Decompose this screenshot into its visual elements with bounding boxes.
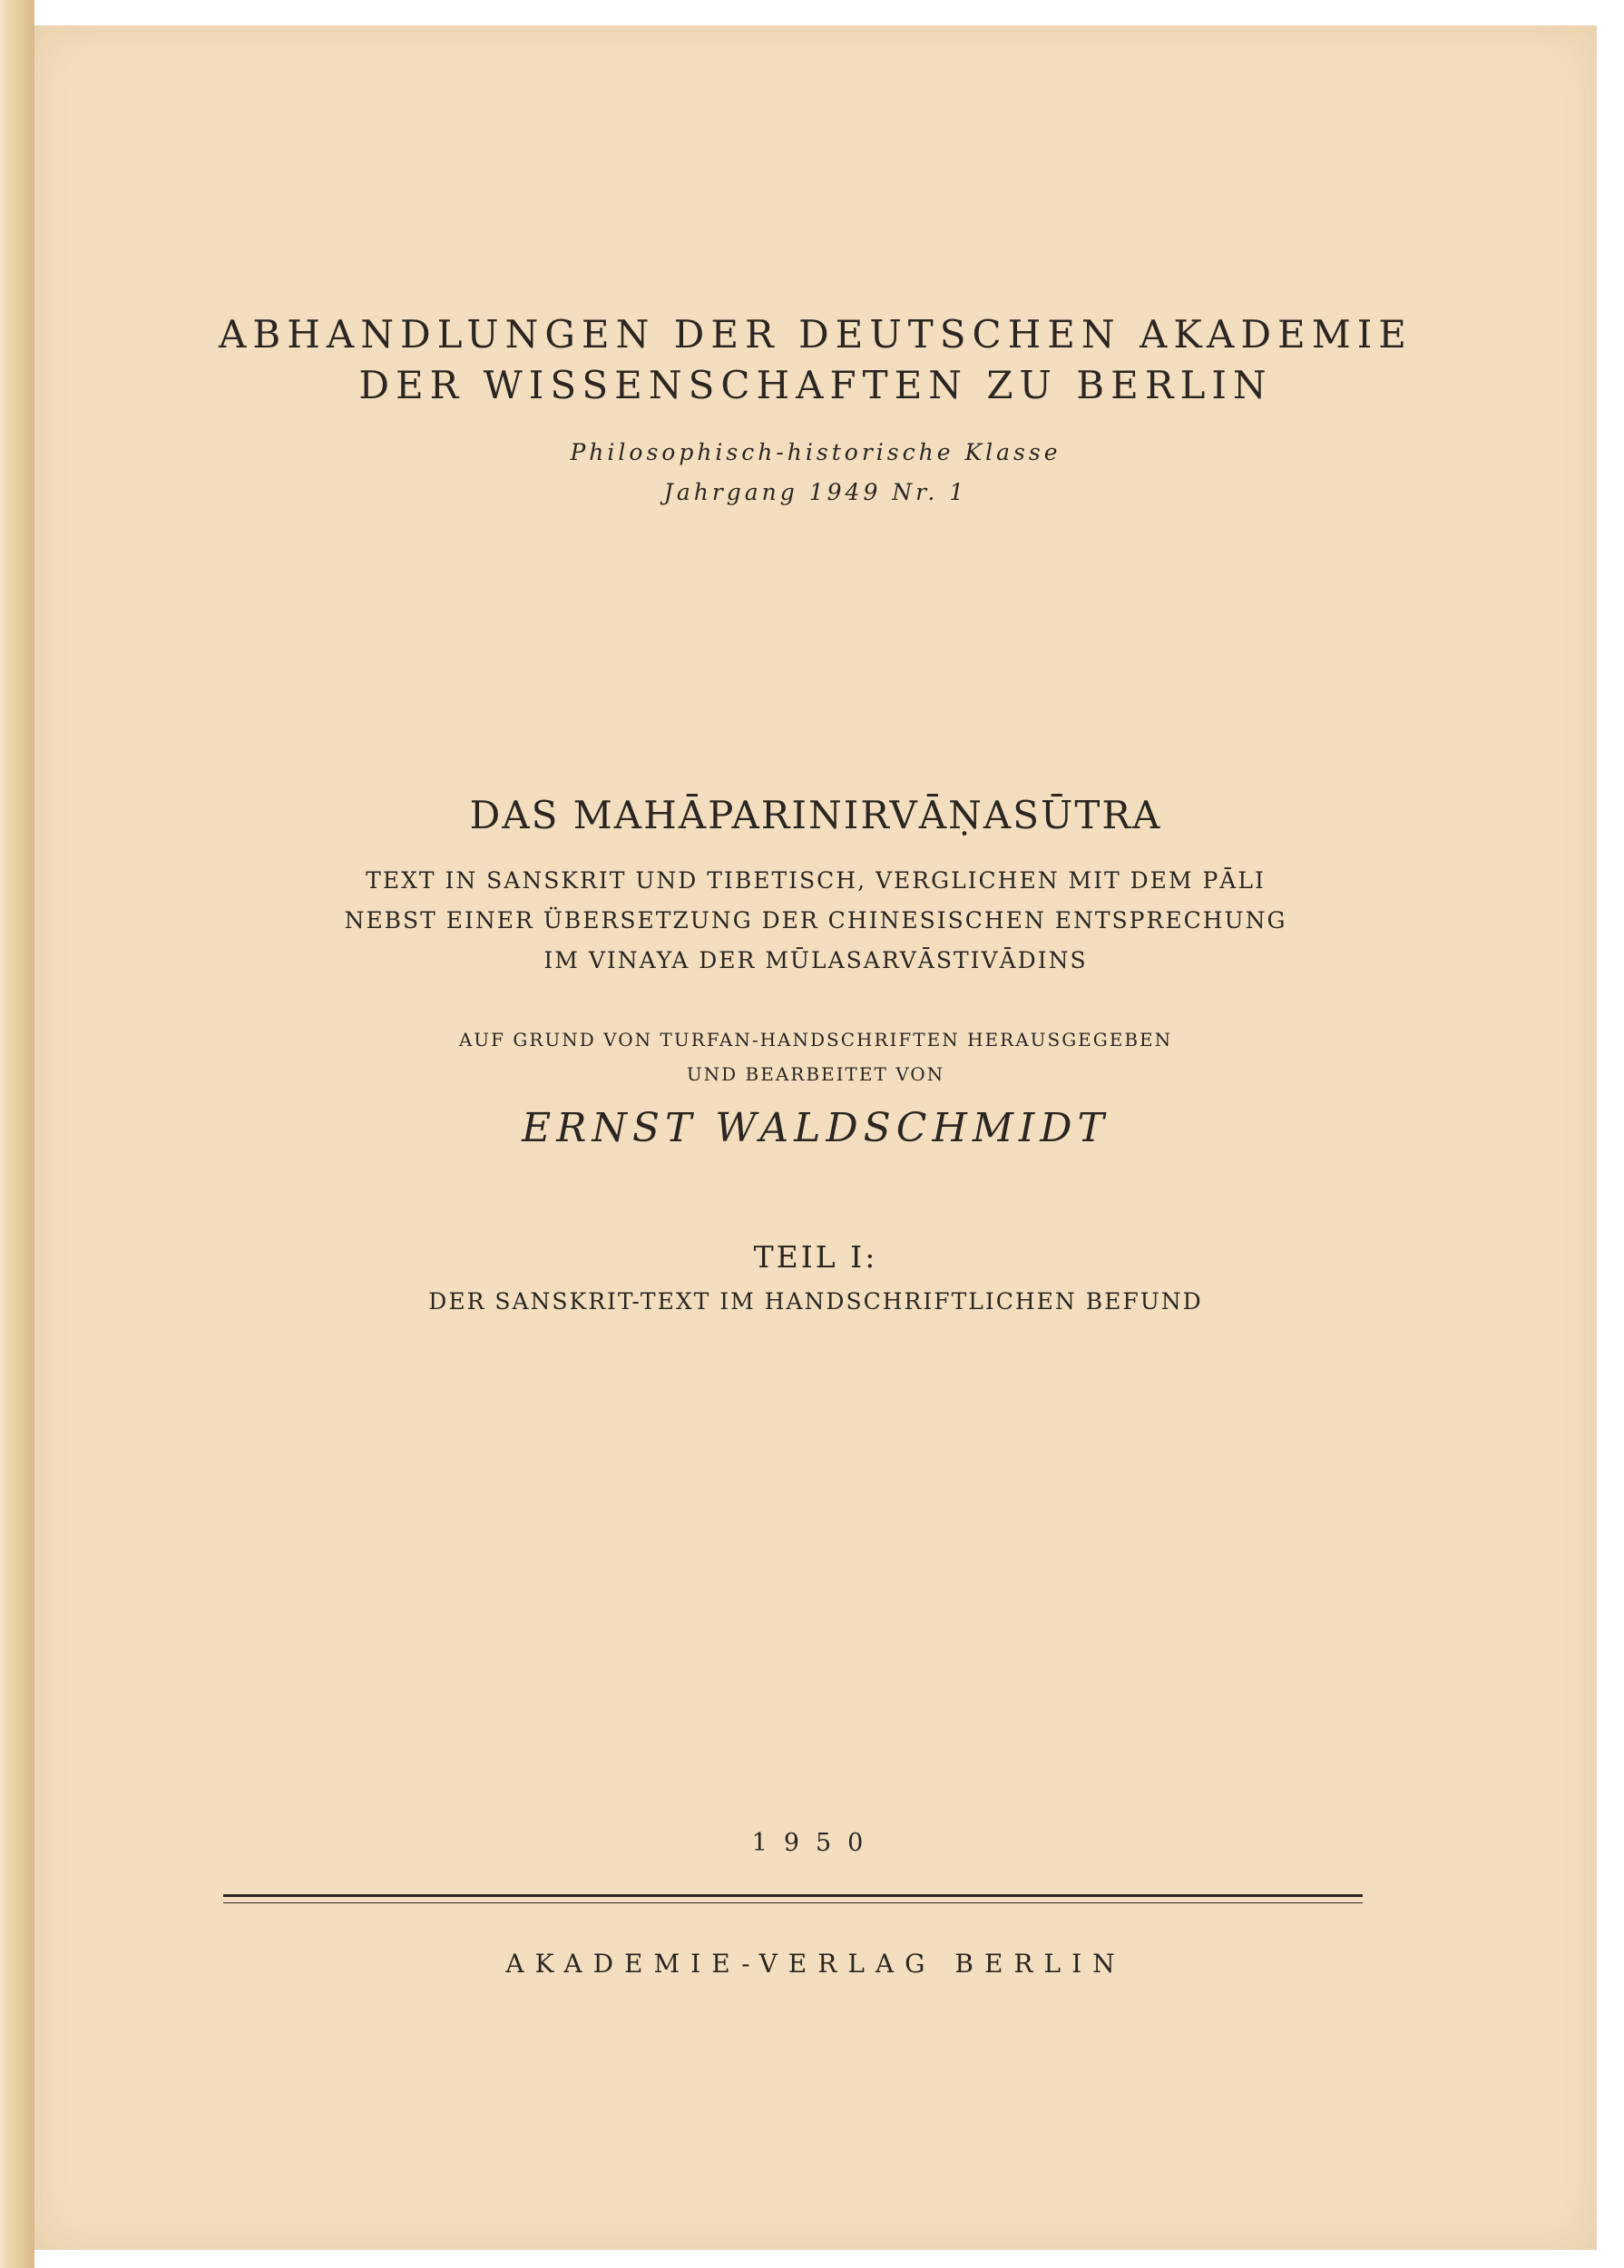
series-class: Philosophisch-historische Klasse — [570, 439, 1061, 465]
book-spine-edge — [0, 0, 34, 2268]
title-page — [34, 25, 1597, 2250]
subtitle-line-2: NEBST EINER ÜBERSETZUNG DER CHINESISCHEN ENTSPRECHUNG — [344, 907, 1287, 934]
series-volume: Jahrgang 1949 Nr. 1 — [663, 479, 968, 505]
part-title: DER SANSKRIT-TEXT IM HANDSCHRIFTLICHEN BEFUND — [428, 1288, 1203, 1315]
imprint-rule-thin — [223, 1902, 1363, 1903]
author-name: ERNST WALDSCHMIDT — [522, 1105, 1110, 1151]
series-title-line-2: DER WISSENSCHAFTEN ZU BERLIN — [358, 363, 1273, 407]
subtitle-line-1: TEXT IN SANSKRIT UND TIBETISCH, VERGLICHEN MIT DEM PĀLI — [366, 867, 1266, 894]
imprint-rule-thick — [223, 1894, 1363, 1897]
subtitle-line-3: IM VINAYA DER MŪLASARVĀSTIVĀDINS — [543, 947, 1088, 973]
edition-note-line-2: UND BEARBEITET VON — [686, 1063, 945, 1085]
part-number: TEIL I: — [753, 1239, 878, 1275]
publication-year: 1950 — [751, 1829, 880, 1857]
work-title: DAS MAHĀPARINIRVĀṆASŪTRA — [469, 793, 1162, 837]
publisher-name: AKADEMIE-VERLAG BERLIN — [505, 1949, 1126, 1979]
edition-note-line-1: AUF GRUND VON TURFAN-HANDSCHRIFTEN HERAUSGEGEBEN — [458, 1029, 1173, 1051]
series-title-line-1: ABHANDLUNGEN DER DEUTSCHEN AKADEMIE — [219, 312, 1413, 357]
